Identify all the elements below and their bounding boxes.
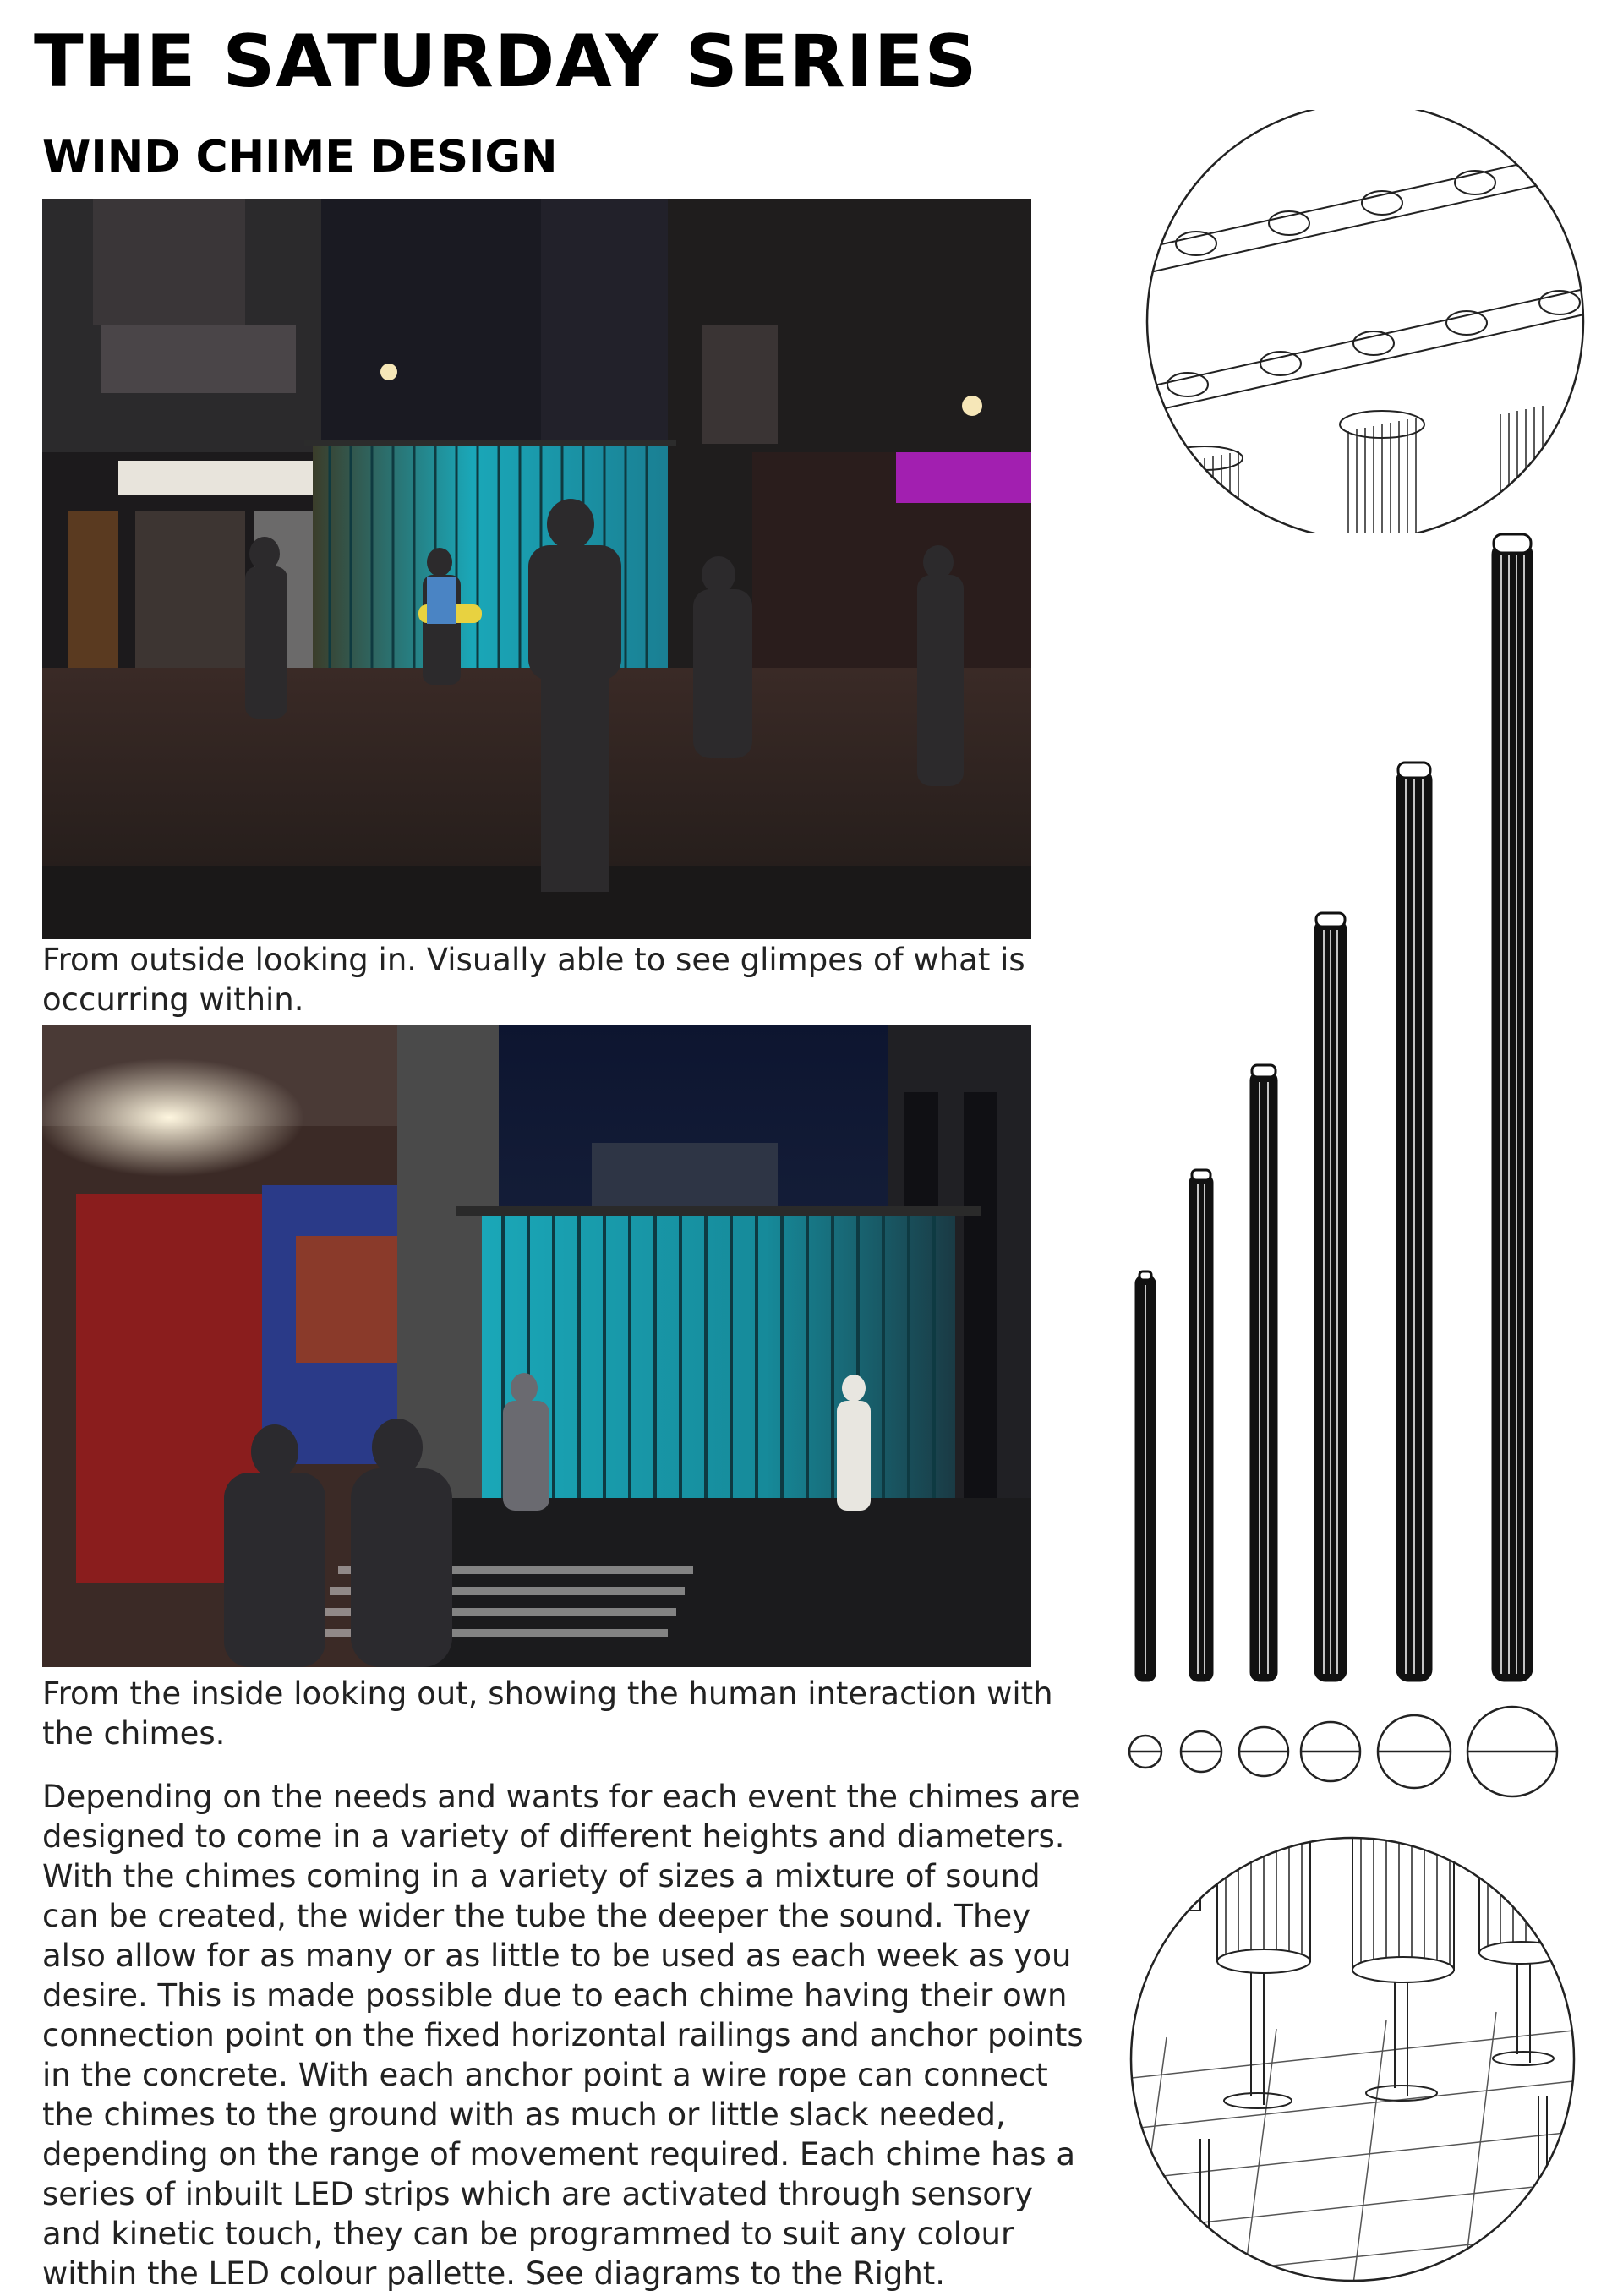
page-subtitle: WIND CHIME DESIGN [42,132,558,183]
chime-detail-top-icon [1137,110,1593,533]
photo-caption: From the inside looking out, showing the human interaction with the chimes. [42,1676,1053,1752]
photo-outside-looking-in [42,199,1031,939]
chime-detail-bottom-icon [1116,1818,1589,2291]
photo-inside-looking-out [42,1025,1031,1667]
photo-caption: From outside looking in. Visually able to see glimpes of what is occurring within. [42,942,1025,1018]
chime-elevations-icon [1116,507,1589,1826]
design-description: Depending on the needs and wants for each event the chimes are designed to come in a variety of different heights and diameters. With the chimes coming in a variety of sizes a mixture of sound can be created, the wider the tube the deeper the sound. They also allow for as many or as little to be used as each week as you desire. This is made possible due to each chime having their own connection point on the fixed horizontal railings and anchor points in the concrete. With each anchor point a wire rope can connect the chimes to the ground with as much or little slack needed, depending on the range of movement required. Each chime has a series of inbuilt LED strips which are activated through sensory and kinetic touch, they can be programmed to suit any colour within the LED colour pallette. See diagrams to the Right. [42,1779,1084,2292]
page-title: THE SATURDAY SERIES [34,19,978,104]
